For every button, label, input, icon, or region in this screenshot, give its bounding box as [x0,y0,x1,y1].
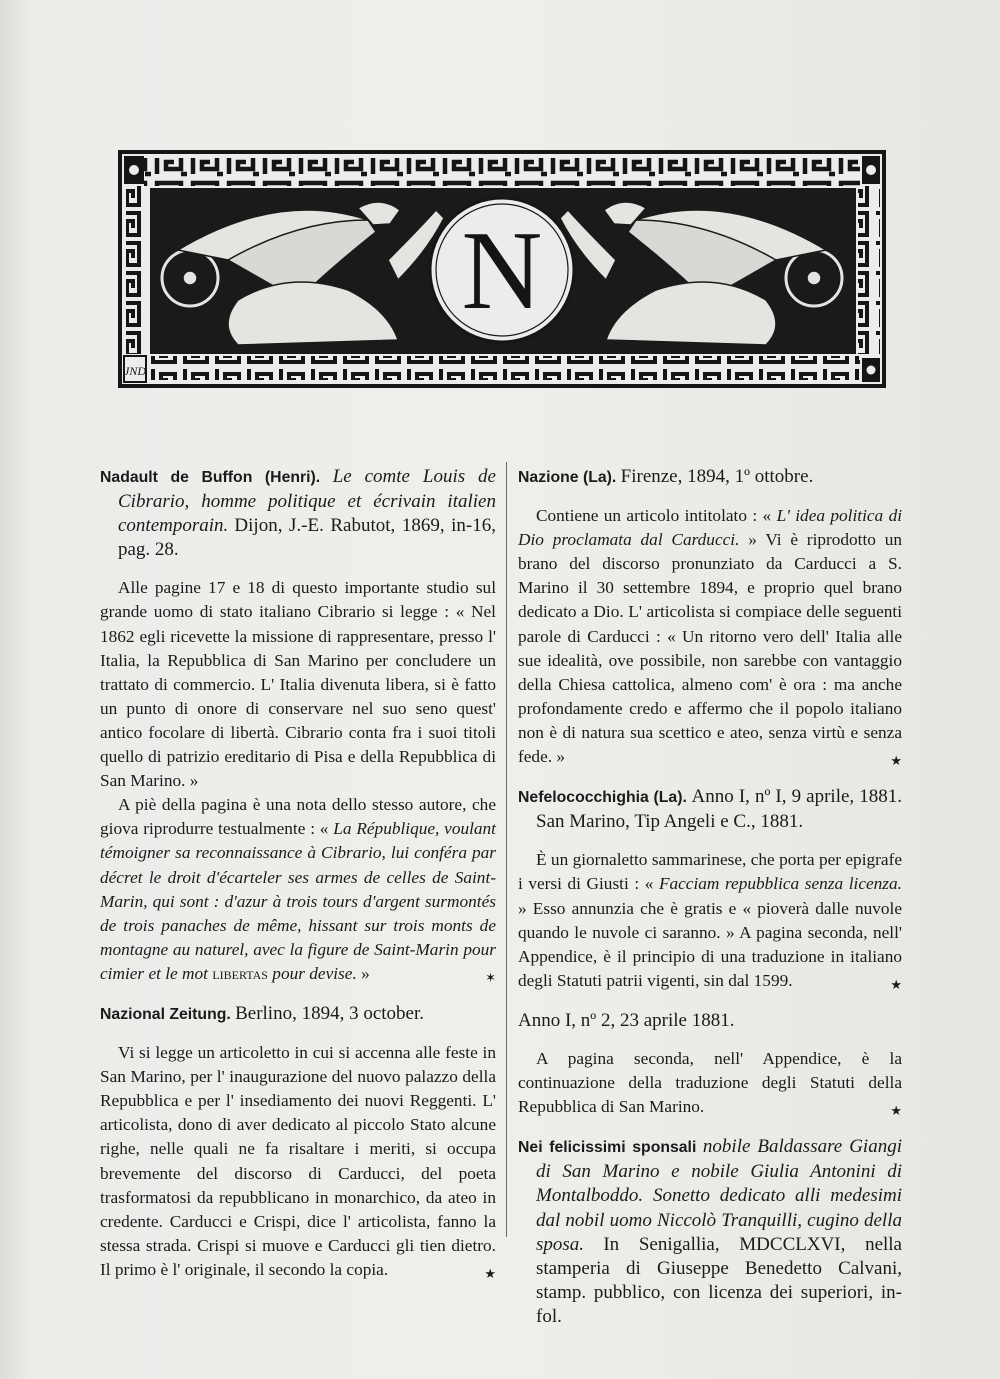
entry-imprint: Firenze, 1894, 1º ottobre. [620,466,814,487]
entry-imprint: Anno I, nº I, 9 aprile, 1881. San Marino, Tip Angeli e C., 1881. [536,786,902,833]
quoted-text: pour devise. [272,963,357,983]
entry-title: Le comte Louis de Cibrario, homme politique et écrivain italien contemporain. [118,466,496,537]
paragraph [100,793,496,986]
text: A pagina seconda, nell' Appendice, è la continuazione della traduzione degli Statuti della Repubblica di San Marino. [518,1048,902,1117]
text: » Esso annunzia che è gratis e « pioverà dalle nuvole quando le nuvole ci saranno. » A pagina seconda, nell' Appendice, è il principio di una traduzione in italiano degli Statuti patrii vigenti, sin dal 1599. [518,898,902,990]
paragraph [518,504,902,769]
quoted-text: L' idea politica di Dio proclamata dal Carducci. [518,506,903,550]
entry-nazione [518,465,902,490]
entry-imprint: In Senigallia, MDCCLXVI, nella stamperia di Giuseppe Benedetto Calvani, stamp. pubblico, con licenza dei superiori, in-fol. [536,1233,902,1327]
sub-entry-imprint: Anno I, nº 2, 23 aprile 1881. [518,1009,735,1031]
initial-letter-n: N [461,209,543,333]
entry-nefelococchighia [518,785,902,834]
entry-nadault [100,465,496,562]
text: Contiene un articolo intitolato : « [536,506,772,526]
paragraph: Alle pagine 17 e 18 di questo importante studio sul grande uomo di stato italiano Cibrario si legge : « Nel 1862 egli ricevette la missione di rappresentare, presso l' Italia, la Repubblica di San Marino per concludere un trattato di commercio. L' Italia divenuta libera, si è fatto un punto di onore di conservare nel suo seno quest' antico focolare di libertà. Cibrario conta fra i suoi titoli quello di patrizio ereditario di Pisa e della Repubblica di San Marino. » [100,578,496,791]
star-mark: ★ [890,976,902,992]
entry-heading: Nadault de Buffon (Henri). [100,469,321,486]
text: A piè della pagina è una nota dello stesso autore, che giova riprodurre testualmente : « [100,795,496,839]
star-mark: ★ [890,753,902,769]
text: » Vi è riprodotto un brano del discorso pronunziato da Carducci a S. Marino il 30 settembre 1894, e proprio quel brano dedicato a Dio. L' articolista si compiace delle seguenti parole di Carducci : « Un ritorno vero dell' Italia alle sue idealità, ove possibile, non sarebbe con vantaggio della Chiesa cattolica, almeno com' è ora : ma anche profondamente credo e affermo che il popolo italiano non è di natura sua scettico e ateo, senza virtù e senza fede. » [518,530,902,767]
left-column [100,465,496,1286]
right-column [518,465,902,1329]
quoted-text: La République, voulant témoigner sa reconnaissance à Cibrario, lui conféra par décret le droit d'écarteler ses armes de celles de Saint-Marin, qui sont : d'azur à trois tours d'argent surmontés de trois panaches de même, hissant sur trois monts de montagne au naturel, avec la figure de Saint-Marin pour cimier et le mot [100,819,496,983]
ornamental-banner [118,150,886,388]
paragraph [518,1047,902,1119]
entry-heading: Nazional Zeitung. [100,1005,231,1023]
star-mark: ✶ [485,969,496,985]
star-mark: ★ [484,1265,496,1281]
entry-heading: Nei felicissimi sponsali [518,1139,697,1157]
text: È un giornaletto sammarinese, che porta per epigrafe i versi di Giusti : « [518,850,902,894]
paragraph [100,1041,496,1282]
text: » [361,963,370,983]
monogram: JND [124,364,146,378]
quoted-text: Facciam repubblica senza licenza. [658,874,902,894]
paragraph [518,848,902,993]
column-divider [506,462,507,1237]
entry-imprint: Dijon, J.-E. Rabutot, 1869, in-16, pag. 28. [118,515,496,561]
star-mark: ★ [890,1103,902,1119]
entry-imprint: Berlino, 1894, 3 october. [235,1002,425,1024]
entry-heading: Nazione (La). [518,469,617,486]
motto: libertas [212,963,268,983]
entry-title: nobile Baldassare Giangi di San Marino e nobile Giulia Antonini di Montalboddo. Sonetto dedicato alli medesimi dal nobil uomo Niccolò Tranquilli, cugino della sposa. [536,1136,902,1255]
text: Vi si legge un articoletto in cui si accenna alle feste in San Marino, per l' inaugurazione del nuovo palazzo della Repubblica e per l' insediamento dei nuovi Reggenti. L' articolista, dono di aver dedicato al piccolo Stato alcune righe, nelle quali ne fa risaltare i meriti, si occupa brevemente del discorso di Carducci, del poeta trasformatosi da repubblicano in monarchico, da ateo in credente. Carducci e Crispi, dice l' articolista, fanno la stessa strada. Crispi si muove e Carducci gli tien dietro. Il primo è l' originale, il secondo la copia. [100,1043,496,1279]
entry-heading: Nefelococchighia (La). [518,789,687,807]
entry-nei-felicissimi-sponsali [518,1135,902,1329]
entry-nazional-zeitung [100,1002,496,1027]
